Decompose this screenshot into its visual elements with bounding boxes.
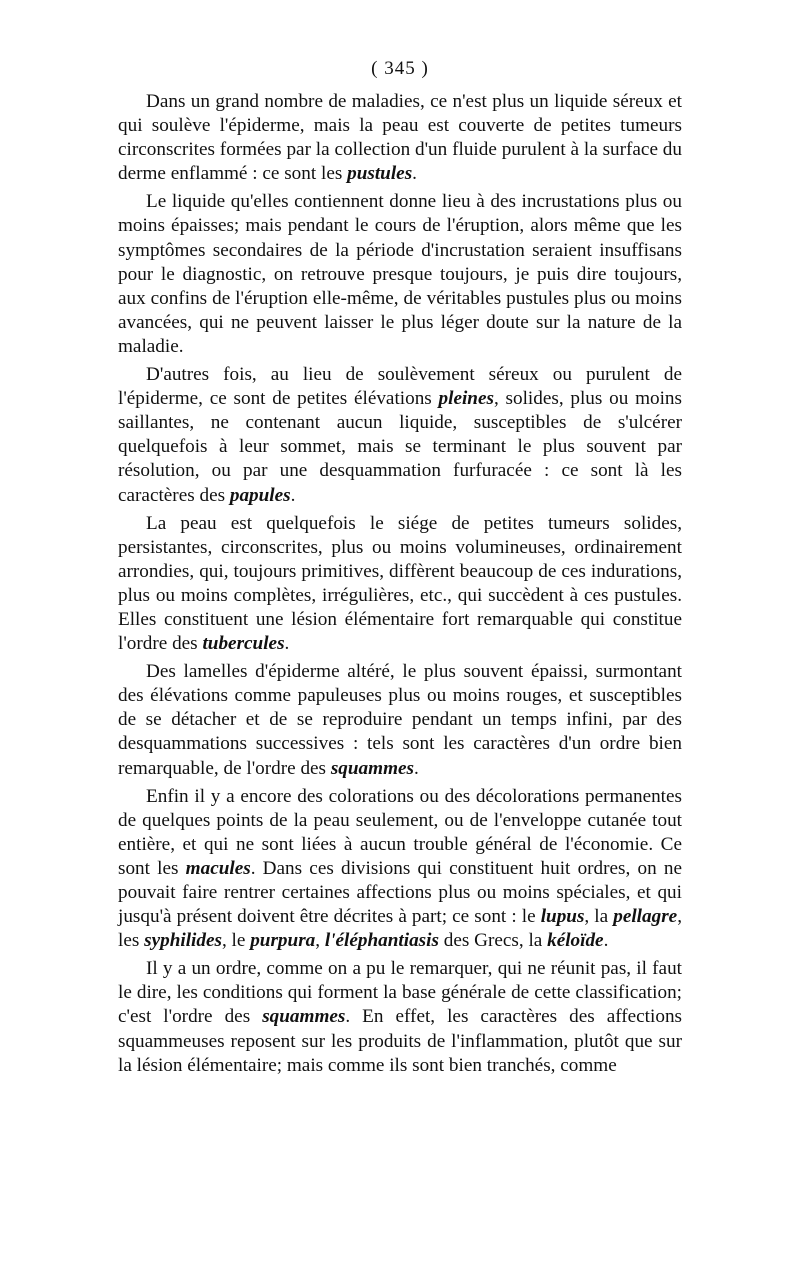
emphasized-term: purpura (250, 930, 316, 952)
text-run: La peau est quelquefois le siége de petites tumeurs solides, persistantes, circonscrites, plus ou moins volumineuses, ordinairement arrondies, qui, toujours primitives, diffèrent beaucoup de ces indurations, plus ou moins complètes, irrégulières, etc., qui succèdent à ces pustules. Elles constituent une lésion élémentaire fort remarquable qui constitue l'ordre des (118, 512, 682, 655)
text-run: , solides, plus ou moins saillantes, ne contenant aucun liquide, susceptibles de s'ulcérer quelquefois à leur sommet, mais se terminant le plus souvent par résolution, ou par une desquammation furfuracée : ce sont là les caractères des (118, 388, 682, 506)
text-run: , les (118, 906, 682, 952)
text-run: . (414, 757, 419, 779)
emphasized-term: squammes (262, 1006, 346, 1028)
paragraph-papules (118, 363, 682, 508)
paragraph-tubercules (118, 512, 682, 657)
text-run: . (284, 633, 290, 655)
text-run: , le (221, 930, 251, 952)
text-run: D'autres fois, au lieu de soulèvement séreux ou purulent de l'épiderme, ce sont de petites élévations (118, 364, 682, 410)
text-run: . Dans ces divisions qui constituent huit ordres, on ne pouvait faire rentrer certaines affections plus ou moins spéciales, et qui jusqu'à présent doivent être décrites à part; ce sont : le (118, 857, 682, 928)
text-run: des Grecs, la (438, 930, 548, 952)
emphasized-term: lupus (540, 906, 585, 928)
paragraph-squammes (118, 660, 682, 780)
emphasized-term: syphilides (144, 930, 222, 952)
paragraph-incrustations (118, 190, 682, 359)
text-run: Il y a un ordre, comme on a pu le remarquer, qui ne réunit pas, il faut le dire, les conditions qui forment la base générale de cette classification; c'est l'ordre des (118, 958, 682, 1028)
emphasized-term: macules (185, 857, 251, 879)
paragraph-classification (118, 957, 682, 1077)
emphasized-term: pustules (347, 163, 413, 185)
emphasized-term: kéloïde (547, 930, 604, 952)
text-run: . (603, 930, 609, 952)
emphasized-term: squammes (330, 757, 414, 779)
emphasized-term: pellagre (613, 906, 678, 928)
emphasized-term: papules (229, 484, 291, 506)
emphasized-term: l'éléphantiasis (324, 930, 439, 952)
paragraph-macules (118, 785, 682, 954)
text-run: . (290, 484, 296, 506)
text-run: , (315, 930, 325, 952)
text-run: , la (584, 906, 614, 928)
text-run: Le liquide qu'elles contiennent donne lieu à des incrustations plus ou moins épaisses; mais pendant le cours de l'éruption, alors même que les symptômes secondaires de la période d'incrustation seraient insuffisans pour le diagnostic, on retrouve presque toujours, je puis dire toujours, aux confins de l'éruption elle-même, de véritables pustules plus ou moins avancées, qui ne peuvent laisser le plus léger doute sur la nature de la maladie. (118, 191, 682, 357)
paragraph-pustules (118, 90, 682, 186)
emphasized-term: tubercules (202, 633, 285, 655)
text-run: Dans un grand nombre de maladies, ce n'est plus un liquide séreux et qui soulève l'épiderme, mais la peau est couverte de petites tumeurs circonscrites formées par la collection d'un fluide purulent à la surface du derme enflammé : ce sont les (118, 91, 682, 185)
page-number: ( 345 ) (371, 58, 429, 79)
text-run: Enfin il y a encore des colorations ou des décolorations permanentes de quelques points de la peau seulement, ou de l'enveloppe cutanée tout entière, et qui ne sont liées à aucun trouble général de l'économie. Ce sont les (118, 785, 682, 879)
text-run: Des lamelles d'épiderme altéré, le plus souvent épaissi, surmontant des élévations comme papuleuses plus ou moins rouges, et susceptibles de se détacher et de se reproduire pendant un temps infini, par des desquammations successives : tels sont les caractères d'un ordre bien remarquable, de l'ordre des (118, 661, 682, 779)
body-text (118, 90, 682, 1082)
text-run: . (412, 163, 417, 185)
text-run: . En effet, les caractères des affections squammeuses reposent sur les produits de l'inflammation, plutôt que sur la lésion élémentaire; mais comme ils sont bien tranchés, comme (118, 1006, 683, 1076)
emphasized-term: pleines (438, 388, 494, 410)
